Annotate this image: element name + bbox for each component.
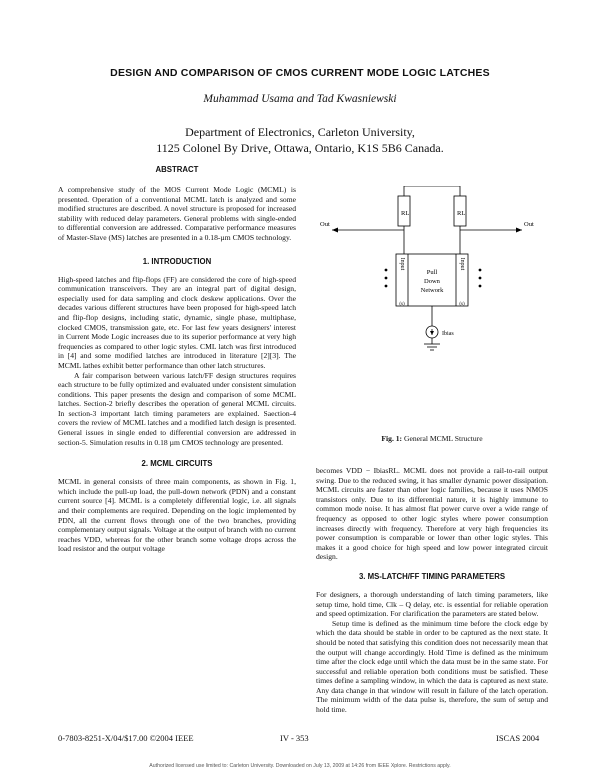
input-label-left: Input xyxy=(399,257,405,271)
abstract-body xyxy=(58,185,296,243)
mcml-paragraph-2: becomes VDD − IbiasRL. MCML does not provide a rail-to-rail output swing. Due to the reduced swing, it has smaller dynamic power dissipation. MCML circuits are faster than other logic families, because it uses NMOS transistors only. Due to its differential nature, it is highly immune to common mode noise. It has almost flat power curve over a wide range of frequency as opposed to other logic styles where power consumption increases directly with frequency. Therefore at very high frequencies its power consumption is comparable or lower than other logic styles. This makes it a good choice for high speed and low power integrated circuit design. xyxy=(316,466,548,562)
footer-page-number: IV - 353 xyxy=(280,733,309,743)
timing-paragraph-2: Setup time is defined as the minimum time before the clock edge by which the data should be stable in order to be captured as the next state. It should be noted that satisfying this condition does not necessarily mean that the output will change accordingly. Hold Time is defined as the minimum time after the clock edge until which the data must be in the same state. For successful and reliable operation both conditions must be satisfied. These times define a sampling window, in which the data is captured as next state. Any data change in that window will result in failure of the latch operation. The minimum width of the data pulse is, therefore, the sum of setup and hold time. xyxy=(316,618,548,715)
figure-caption xyxy=(316,434,548,443)
pdn-label-1: Pull xyxy=(426,269,438,276)
intro-heading: 1. INTRODUCTION xyxy=(142,256,212,266)
affiliation-line-1: Department of Electronics, Carleton University, xyxy=(185,125,415,139)
input-label-right: Input xyxy=(459,257,465,271)
figure-caption-text: General MCML Structure xyxy=(402,434,483,443)
mcml-structure-diagram xyxy=(316,186,548,436)
timing-paragraph-1: For designers, a thorough understanding of latch timing parameters, like setup time, hold time, Clk – Q delay, etc. is essential for reliable operation and speed optimization. For clarification the parameters are stated below. xyxy=(316,589,548,619)
pdn-label-2: Down xyxy=(424,278,440,285)
footer-copyright: 0-7803-8251-X/04/$17.00 ©2004 IEEE xyxy=(58,733,194,743)
mcml-continued-body xyxy=(316,466,548,562)
paper-authors: Muhammad Usama and Tad Kwasniewski xyxy=(203,93,397,105)
mcml-paragraph-1: MCML in general consists of three main components, as shown in Fig. 1, which include the pull-up load, the pull-down network (PDN) and a constant current source [4]. MCML is a completely differential logic, i.e. all signals and their complements are required. Depending on the logic implemented by PDN, all the current flows through one of the two branches, providing complementary output signals. Voltage at the output of branch with no current reaches VDD, whereas for the other branch some voltage drops across the load resistor and the output voltage xyxy=(58,477,296,554)
figure-1 xyxy=(316,186,548,448)
ibias-label: Ibias xyxy=(442,331,454,337)
abstract-text: A comprehensive study of the MOS Current Mode Logic (MCML) is presented. Operation of a conventional MCML latch is analyzed and some modified structures are described. A novel structure is proposed for increased stability with reduced delay parameters. General problems with single-ended to differential conversion are addressed. Comparative performance measures of Master-Slave (MS) latches are presented in a 0.18-µm CMOS technology. xyxy=(58,185,296,242)
right-column xyxy=(316,466,548,715)
left-column xyxy=(58,165,296,554)
mcml-heading: 2. MCML CIRCUITS xyxy=(141,459,213,469)
figure-caption-label: Fig. 1: xyxy=(381,434,403,443)
intro-paragraph-1: High-speed latches and flip-flops (FF) are considered the core of high-speed communication transceivers. They are an integral part of digital design, especially used for data sampling and clock deskew applications. Over the decades various different structures have been proposed for high-speed latch and flip-flop designs, including static, dynamic, single phase, multiphase, clocked CMOS, transmission gate, etc. For last few years designers' interest in Current Mode Logic increases due to its superior performance at very high frequencies as compared to other logic styles. CML latch was first introduced in [4] and some modified latches are introduced in literature [2][3]. The MCML lathes exhibit better performance than other latch structures. xyxy=(58,274,296,370)
download-notice: Authorized licensed use limited to: Carleton University. Downloaded on July 13, 2009 at 14:26 from IEEE Xplore. Restrictions apply. xyxy=(149,763,451,769)
input-sub-right: (s) xyxy=(459,302,465,307)
out-left-label: Out xyxy=(320,221,330,228)
footer-conference: ISCAS 2004 xyxy=(496,733,540,743)
intro-body xyxy=(58,275,296,448)
input-sub-left: (s) xyxy=(399,302,405,307)
timing-heading: 3. MS-LATCH/FF TIMING PARAMETERS xyxy=(358,571,506,581)
out-left-arrow xyxy=(332,228,338,233)
rl-right-label: RL xyxy=(457,210,466,217)
rl-left-label: RL xyxy=(401,210,410,217)
out-right-label: Out xyxy=(524,221,534,228)
intro-paragraph-2: A fair comparison between various latch/FF design structures requires each structure to be fully optimized and evaluated under consistent simulation conditions. This paper presents the design and comparison of some MCML latches. Section-2 briefly describes the operation of general MCML circuits. In section-3 important latch timing parameters are explained. Saection-4 covers the review of MCML latches and a modified latch design is presented. General issues in single ended to differential conversion are addressed in section-5. Simulation results in 0.18 µm CMOS technology are presented. xyxy=(58,370,296,447)
affiliation-line-2: 1125 Colonel By Drive, Ottawa, Ontario, K1S 5B6 Canada. xyxy=(156,141,444,155)
current-direction-arrow xyxy=(430,331,434,335)
timing-body xyxy=(316,590,548,715)
input-dots-left xyxy=(385,269,388,288)
paper-title: DESIGN AND COMPARISON OF CMOS CURRENT MODE LOGIC LATCHES xyxy=(110,67,490,79)
input-dots-right xyxy=(479,269,482,288)
pdn-label-3: Network xyxy=(420,287,444,294)
mcml-body xyxy=(58,477,296,554)
abstract-heading: ABSTRACT xyxy=(155,165,199,174)
out-right-arrow xyxy=(516,228,522,233)
